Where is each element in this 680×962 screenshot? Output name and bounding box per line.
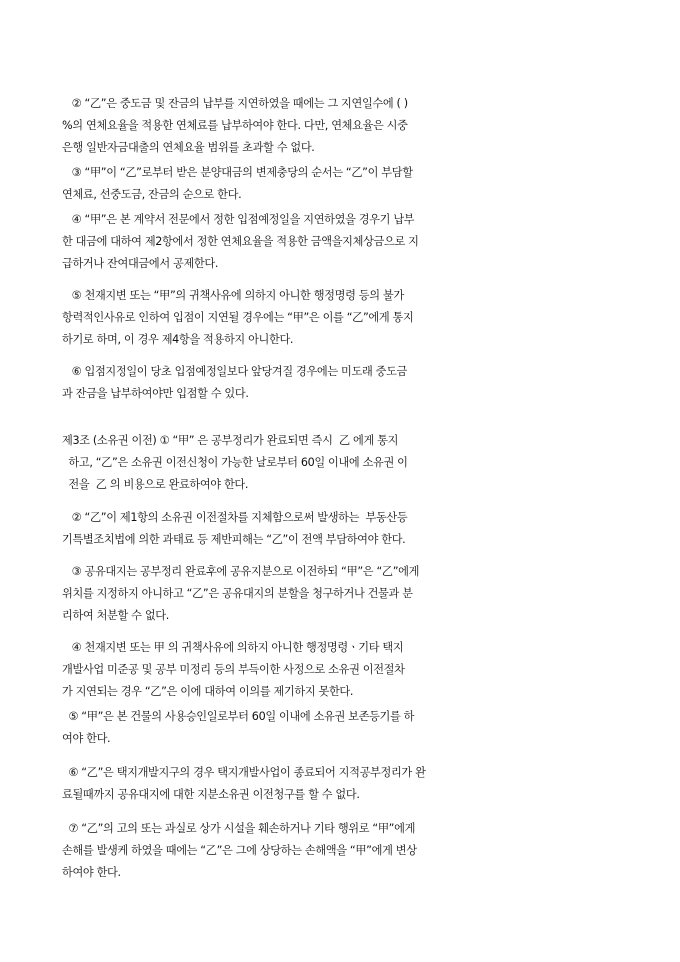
- text-line: ④ 천재지변 또는 甲 의 귀책사유에 의하지 아니한 행정명령ㆍ기타 택지: [62, 641, 404, 654]
- clause-paragraph: [62, 162, 462, 206]
- text-line: ④ “甲”은 본 계약서 전문에서 정한 입점예정일을 지연하였을 경우기 납부: [62, 213, 415, 226]
- clause-paragraph: [62, 93, 462, 159]
- text-line: %의 연체요율을 적용한 연체료를 납부하여야 한다. 다만, 연체요율은 시중: [62, 119, 408, 132]
- clause-paragraph: [62, 507, 462, 551]
- text-line: 전을 乙 의 비용으로 완료하여야 한다.: [62, 478, 249, 491]
- clause-paragraph: [62, 285, 462, 351]
- text-line: ⑤ 천재지변 또는 “甲”의 귀책사유에 의하지 아니한 행정명령 등의 불가: [62, 289, 404, 302]
- text-line: ⑥ “乙”은 택지개발지구의 경우 택지개발사업이 종료되어 지적공부정리가 완: [62, 766, 426, 779]
- text-line: 료될때까지 공유대지에 대한 지분소유권 이전청구를 할 수 없다.: [62, 788, 360, 801]
- text-line: 은행 일반자금대출의 연체요율 범위를 초과할 수 없다.: [62, 141, 315, 154]
- text-line: 가 지연되는 경우 “乙”은 이에 대하여 이의를 제기하지 못한다.: [62, 685, 354, 698]
- clause-paragraph: [62, 818, 462, 884]
- clause-paragraph: [62, 637, 462, 703]
- text-line: 하고, “乙”은 소유권 이전신청이 가능한 날로부터 60일 이내에 소유권 이: [62, 456, 408, 469]
- clause-paragraph: [62, 361, 462, 405]
- text-line: 손해를 발생케 하였을 때에는 “乙”은 그에 상당하는 손해액을 “甲”에게 변상: [62, 844, 417, 857]
- text-line: 하기로 하며, 이 경우 제4항을 적용하지 아니한다.: [62, 333, 294, 346]
- text-line: 급하거나 잔여대금에서 공제한다.: [62, 257, 219, 270]
- text-line: 제3조 (소유권 이전) ① “甲” 은 공부정리가 완료되면 즉시 乙 에게 통지: [62, 434, 399, 447]
- text-line: ③ “甲”이 “乙”로부터 받은 분양대금의 변제충당의 순서는 “乙”이 부담할: [62, 166, 413, 179]
- text-line: 리하여 처분할 수 없다.: [62, 609, 169, 622]
- text-line: ⑦ “乙”의 고의 또는 과실로 상가 시설을 훼손하거나 기타 행위로 “甲”에게: [62, 822, 416, 835]
- text-line: 위치를 지정하지 아니하고 “乙”은 공유대지의 분할을 청구하거나 건물과 분: [62, 587, 413, 600]
- text-line: 기특별조치법에 의한 과태료 등 제반피해는 “乙”이 전액 부담하여야 한다.: [62, 533, 406, 546]
- text-line: 과 잔금을 납부하여야만 입점할 수 있다.: [62, 387, 249, 400]
- text-line: ⑤ “甲”은 본 건물의 사용승인일로부터 60일 이내에 소유권 보존등기를 하: [62, 710, 415, 723]
- text-line: 여야 한다.: [62, 732, 111, 745]
- text-line: 항력적인사유로 인하여 입점이 지연될 경우에는 “甲”은 이를 “乙”에게 통지: [62, 311, 414, 324]
- text-line: ③ 공유대지는 공부정리 완료후에 공유지분으로 이전하되 “甲”은 “乙”에게: [62, 565, 420, 578]
- clause-paragraph: [62, 430, 462, 496]
- clause-paragraph: [62, 762, 462, 806]
- text-line: 개발사업 미준공 및 공부 미정리 등의 부득이한 사정으로 소유권 이전절차: [62, 663, 405, 676]
- text-line: 한 대금에 대하여 제2항에서 정한 연체요율을 적용한 금액을지체상금으로 지: [62, 235, 419, 248]
- clause-paragraph: [62, 706, 462, 750]
- text-line: ⑥ 입점지정일이 당초 입점예정일보다 앞당겨질 경우에는 미도래 중도금: [62, 365, 407, 378]
- text-line: 연체료, 선중도금, 잔금의 순으로 한다.: [62, 188, 242, 201]
- text-line: ② “乙”은 중도금 및 잔금의 납부를 지연하였을 때에는 그 지연일수에 ( ): [62, 97, 408, 110]
- text-line: 하여야 한다.: [62, 866, 121, 879]
- clause-paragraph: [62, 209, 462, 275]
- text-line: ② “乙”이 제1항의 소유권 이전절차를 지체함으로써 발생하는 부동산등: [62, 511, 408, 524]
- clause-paragraph: [62, 561, 462, 627]
